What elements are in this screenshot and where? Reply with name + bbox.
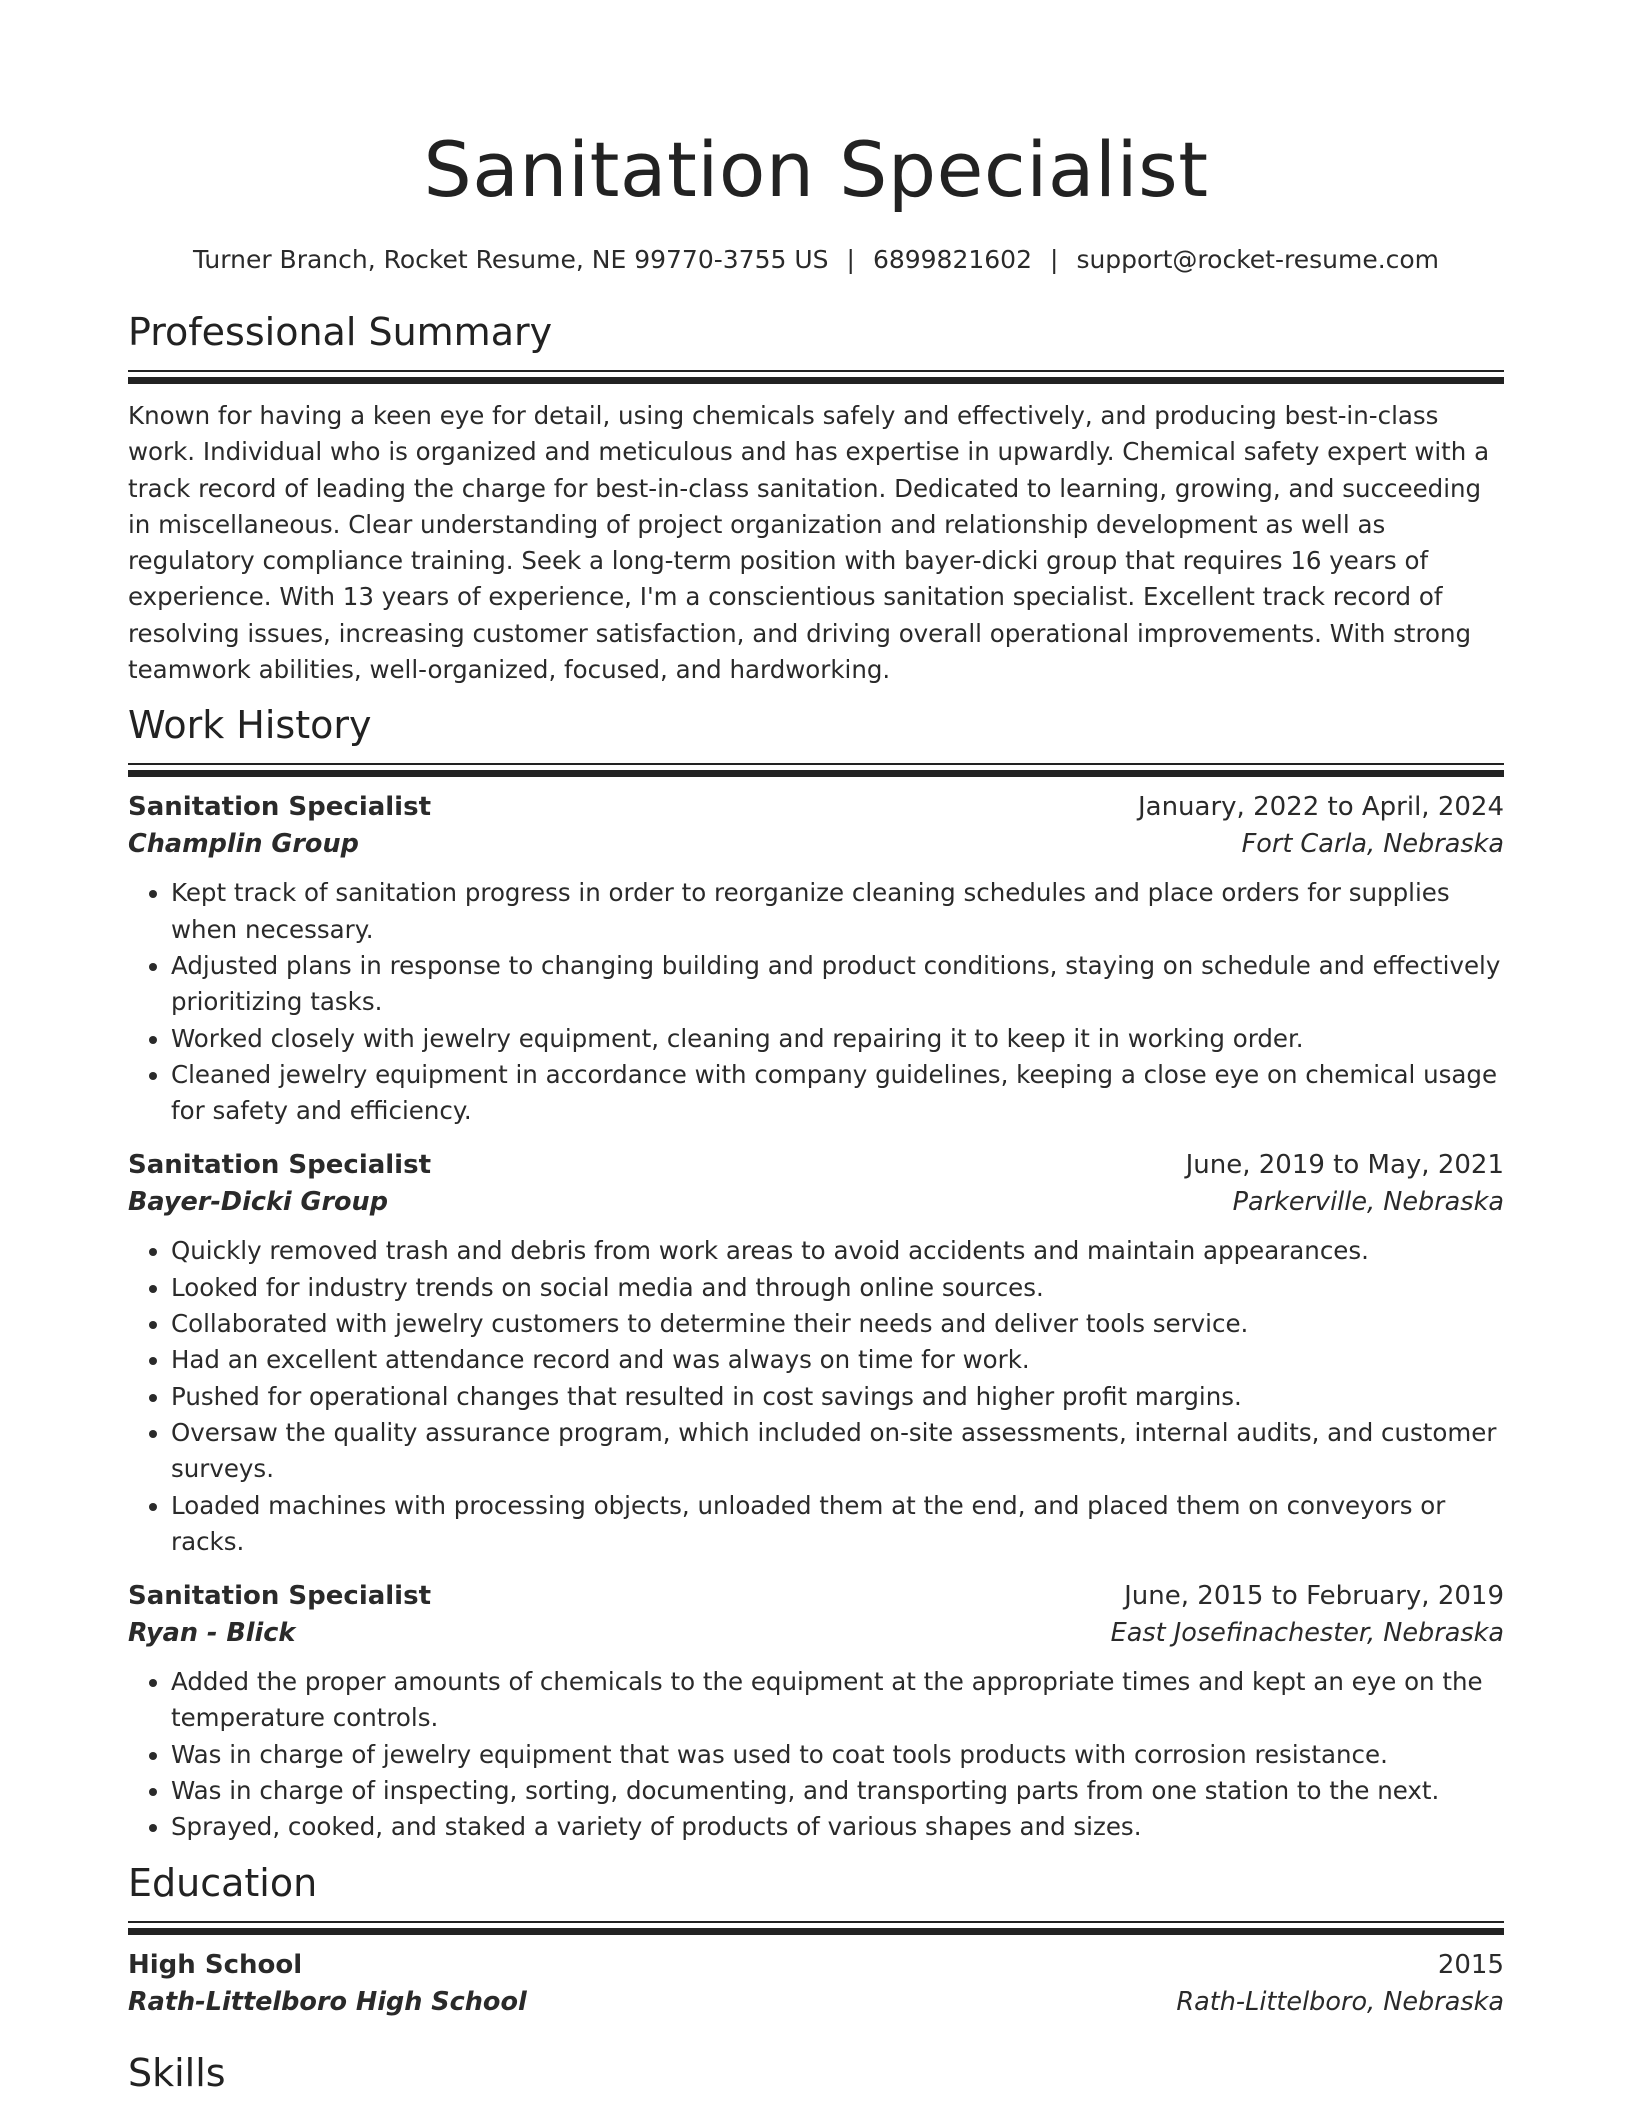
job-bullet: • Cleaned jewelry equipment in accordance with company guidelines, keeping a close eye on chemical usage for safety and efficiency.	[171, 1057, 1504, 1130]
job-bullet: • Was in charge of inspecting, sorting, documenting, and transporting parts from one station to the next.	[171, 1773, 1504, 1809]
education-location: Rath-Littelboro, Nebraska	[1176, 1986, 1504, 2017]
resume-name: Sanitation Specialist	[423, 125, 1209, 214]
job-title: Sanitation Specialist	[128, 1581, 431, 1612]
summary-section	[128, 308, 1504, 688]
contact-email: support@rocket-resume.com	[1076, 245, 1440, 274]
job-location: Fort Carla, Nebraska	[1241, 829, 1504, 860]
job-bullets	[128, 1664, 1504, 1845]
job-title: Sanitation Specialist	[128, 792, 431, 823]
job-location: Parkerville, Nebraska	[1232, 1187, 1504, 1218]
job-dates: June, 2019 to May, 2021	[1185, 1150, 1504, 1181]
job-bullet: • Was in charge of jewelry equipment that was used to coat tools products with corrosion resistance.	[171, 1737, 1504, 1773]
contact-separator: |	[1050, 245, 1059, 274]
education-section	[128, 1859, 1504, 2021]
job-bullet: • Had an excellent attendance record and was always on time for work.	[171, 1342, 1504, 1378]
job-dates: June, 2015 to February, 2019	[1124, 1581, 1504, 1612]
summary-text: Known for having a keen eye for detail, using chemicals safely and effectively, and producing best-in-class work. Individual who is organized and meticulous and has expertise in upwardly. Chemical safety expert with a track record of leading the charge for best-in-class sanitation. Dedicated to learning, growing, and succeeding in miscellaneous. Clear understanding of project organization and relationship development as well as regulatory compliance training. Seek a long-term position with bayer-dicki group that requires 16 years of experience. With 13 years of experience, I'm a conscientious sanitation specialist. Excellent track record of resolving issues, increasing customer satisfaction, and driving overall operational improvements. With strong teamwork abilities, well-organized, focused, and hardworking.	[128, 401, 1490, 685]
job-company: Ryan - Blick	[128, 1618, 296, 1649]
education-degree: High School	[128, 1949, 303, 1980]
job-company: Bayer-Dicki Group	[128, 1187, 388, 1218]
contact-address: Turner Branch, Rocket Resume, NE 99770-3755 US	[192, 245, 829, 274]
job-bullet: • Added the proper amounts of chemicals to the equipment at the appropriate times and kept an eye on the temperature controls.	[171, 1664, 1504, 1737]
job-title: Sanitation Specialist	[128, 1150, 431, 1181]
job-bullet: • Loaded machines with processing objects, unloaded them at the end, and placed them on conveyors or racks.	[171, 1488, 1504, 1561]
section-divider	[128, 763, 1504, 777]
job-bullet: • Adjusted plans in response to changing building and product conditions, staying on schedule and effectively prioritizing tasks.	[171, 948, 1504, 1021]
contact-line	[128, 244, 1504, 276]
job-bullet: • Worked closely with jewelry equipment, cleaning and repairing it to keep it in working order.	[171, 1021, 1504, 1057]
section-heading-summary: Professional Summary	[128, 310, 553, 354]
job-entry	[128, 1147, 1504, 1560]
job-bullet: • Pushed for operational changes that resulted in cost savings and higher profit margins.	[171, 1379, 1504, 1415]
section-heading-work-history: Work History	[128, 703, 372, 748]
education-school: Rath-Littelboro High School	[128, 1986, 527, 2017]
section-divider	[128, 370, 1504, 384]
job-entry	[128, 789, 1504, 1129]
job-bullet: • Collaborated with jewelry customers to determine their needs and deliver tools service.	[171, 1306, 1504, 1342]
education-year: 2015	[1437, 1949, 1504, 1980]
work-history-section	[128, 701, 1504, 1845]
job-bullet: • Quickly removed trash and debris from work areas to avoid accidents and maintain appearances.	[171, 1233, 1504, 1269]
job-bullet: • Looked for industry trends on social media and through online sources.	[171, 1270, 1504, 1306]
section-heading-education: Education	[128, 1860, 318, 1905]
job-dates: January, 2022 to April, 2024	[1137, 792, 1504, 823]
job-location: East Josefinachester, Nebraska	[1110, 1618, 1504, 1649]
contact-separator: |	[846, 245, 855, 274]
contact-phone: 6899821602	[872, 245, 1032, 274]
section-divider	[128, 1921, 1504, 1935]
job-bullet: • Kept track of sanitation progress in order to reorganize cleaning schedules and place orders for supplies when necessary.	[171, 875, 1504, 948]
job-bullet: • Oversaw the quality assurance program, which included on-site assessments, internal audits, and customer surveys.	[171, 1415, 1504, 1488]
job-entry	[128, 1578, 1504, 1845]
education-entry	[128, 1947, 1504, 2021]
job-bullets	[128, 1233, 1504, 1560]
job-bullet: • Sprayed, cooked, and staked a variety of products of various shapes and sizes.	[171, 1809, 1504, 1845]
skills-section	[128, 2049, 1504, 2097]
job-bullets	[128, 875, 1504, 1129]
job-company: Champlin Group	[128, 829, 359, 860]
section-heading-skills: Skills	[128, 2050, 226, 2095]
